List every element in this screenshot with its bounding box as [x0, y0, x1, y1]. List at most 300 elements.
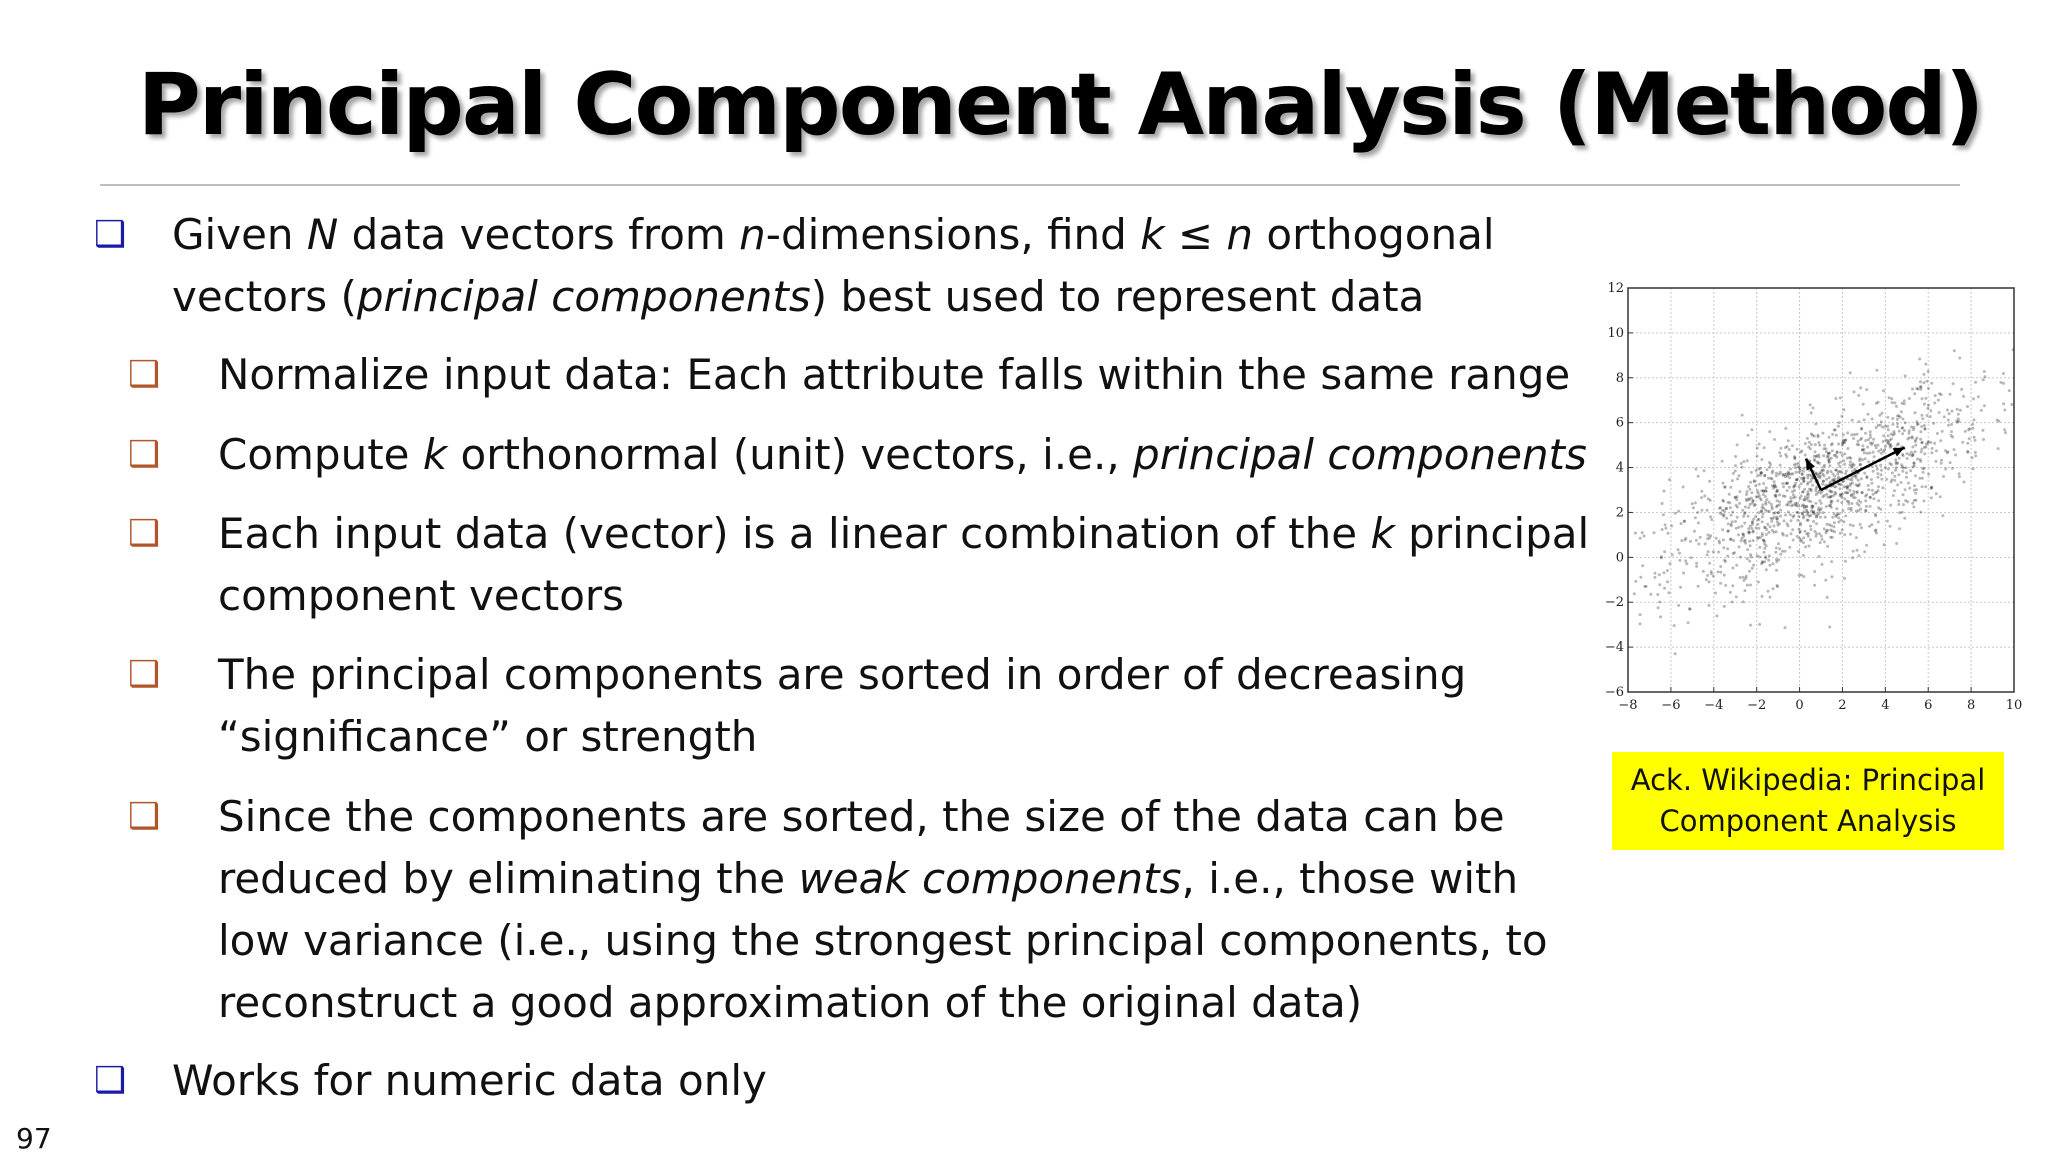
scatter-point [1667, 591, 1670, 594]
scatter-point [1742, 600, 1745, 603]
scatter-point [1721, 460, 1724, 463]
scatter-point [1934, 394, 1937, 397]
scatter-point [1714, 592, 1717, 595]
scatter-point [1983, 404, 1986, 407]
page-number: 97 [16, 1122, 52, 1155]
scatter-point [1768, 554, 1771, 557]
scatter-point [1843, 533, 1846, 536]
text-run: orthonormal (unit) vectors, i.e., [447, 430, 1134, 479]
scatter-point [1731, 584, 1734, 587]
scatter-point [1844, 472, 1847, 475]
scatter-point [1940, 393, 1943, 396]
scatter-point [1848, 456, 1851, 459]
scatter-point [1708, 480, 1711, 483]
scatter-point [1931, 447, 1934, 450]
scatter-point [1722, 546, 1725, 549]
scatter-point [1778, 451, 1781, 454]
scatter-point [1820, 535, 1823, 538]
scatter-point [1932, 422, 1935, 425]
scatter-point [1923, 424, 1926, 427]
scatter-point [1926, 414, 1929, 417]
scatter-point [1913, 392, 1916, 395]
scatter-point [1767, 477, 1770, 480]
scatter-point [1664, 527, 1667, 530]
scatter-point [1806, 483, 1809, 486]
scatter-point [1849, 482, 1852, 485]
x-tick-label: 10 [2005, 698, 2022, 713]
scatter-point [1634, 532, 1637, 535]
scatter-point [1823, 474, 1826, 477]
scatter-point [1860, 428, 1863, 431]
scatter-point [1922, 381, 1925, 384]
scatter-point [1697, 543, 1700, 546]
scatter-point [1914, 444, 1917, 447]
scatter-point [1787, 511, 1790, 514]
scatter-point [1717, 551, 1720, 554]
scatter-point [1802, 470, 1805, 473]
scatter-point [1763, 446, 1766, 449]
scatter-point [1905, 471, 1908, 474]
scatter-point [1915, 437, 1918, 440]
scatter-point [1901, 432, 1904, 435]
scatter-point [1938, 411, 1941, 414]
y-tick-label: 2 [1615, 505, 1624, 521]
scatter-point [1818, 444, 1821, 447]
scatter-point [1654, 572, 1657, 575]
scatter-point [1983, 375, 1986, 378]
scatter-point [1860, 477, 1863, 480]
scatter-point [1776, 584, 1779, 587]
scatter-point [1828, 626, 1831, 629]
scatter-point [1809, 525, 1812, 528]
text-run: ≤ [1164, 210, 1227, 259]
scatter-point [1775, 547, 1778, 550]
scatter-point [1902, 503, 1905, 506]
scatter-point [1749, 584, 1752, 587]
bullet-text [218, 344, 1570, 406]
scatter-point [1787, 439, 1790, 442]
scatter-point [1694, 516, 1697, 519]
scatter-point [1700, 509, 1703, 512]
scatter-point [1756, 523, 1759, 526]
scatter-point [1960, 388, 1963, 391]
scatter-point [1750, 491, 1753, 494]
scatter-point [1737, 533, 1740, 536]
scatter-point [1736, 516, 1739, 519]
scatter-point [1864, 499, 1867, 502]
scatter-point [1953, 349, 1956, 352]
scatter-point [1964, 430, 1967, 433]
scatter-point [1683, 520, 1686, 523]
scatter-point [1694, 468, 1697, 471]
scatter-point [1940, 459, 1943, 462]
scatter-point [1719, 506, 1722, 509]
scatter-point [1833, 521, 1836, 524]
scatter-point [1734, 464, 1737, 467]
scatter-point [1850, 509, 1853, 512]
scatter-point [1935, 460, 1938, 463]
scatter-point [1721, 509, 1724, 512]
scatter-point [1861, 444, 1864, 447]
scatter-point [1859, 508, 1862, 511]
scatter-point [1806, 510, 1809, 513]
scatter-point [1743, 512, 1746, 515]
scatter-point [1869, 436, 1872, 439]
scatter-point [1821, 563, 1824, 566]
scatter-point [1639, 613, 1642, 616]
scatter-point [1777, 524, 1780, 527]
scatter-point [1935, 449, 1938, 452]
scatter-point [1809, 538, 1812, 541]
scatter-point [1659, 615, 1662, 618]
scatter-point [1831, 449, 1834, 452]
scatter-point [1822, 480, 1825, 483]
scatter-point [1879, 464, 1882, 467]
scatter-point [1860, 526, 1863, 529]
scatter-point [1839, 470, 1842, 473]
scatter-point [1926, 441, 1929, 444]
scatter-point [1847, 502, 1850, 505]
scatter-point [1761, 520, 1764, 523]
scatter-point [1797, 528, 1800, 531]
scatter-point [1758, 494, 1761, 497]
scatter-point [1748, 560, 1751, 563]
scatter-point [1729, 486, 1732, 489]
scatter-point [1966, 442, 1969, 445]
scatter-point [1718, 542, 1721, 545]
scatter-point [1864, 457, 1867, 460]
scatter-point [1766, 468, 1769, 471]
scatter-point [1953, 448, 1956, 451]
scatter-point [1776, 516, 1779, 519]
scatter-point [1959, 409, 1962, 412]
scatter-point [1813, 458, 1816, 461]
scatter-point [1852, 524, 1855, 527]
scatter-point [1855, 491, 1858, 494]
scatter-point [1741, 533, 1744, 536]
scatter-point [1658, 583, 1661, 586]
scatter-point [1914, 492, 1917, 495]
scatter-point [1831, 516, 1834, 519]
scatter-point [1804, 454, 1807, 457]
scatter-point [1680, 539, 1683, 542]
scatter-point [1842, 459, 1845, 462]
scatter-point [1639, 622, 1642, 625]
scatter-point [1898, 527, 1901, 530]
scatter-point [1798, 485, 1801, 488]
italic-run: weak components [798, 854, 1182, 903]
scatter-point [1744, 542, 1747, 545]
scatter-point [1790, 519, 1793, 522]
scatter-point [1691, 502, 1694, 505]
bullet-text [218, 503, 1589, 627]
scatter-point [1905, 476, 1908, 479]
scatter-point [1806, 476, 1809, 479]
scatter-point [1799, 469, 1802, 472]
bullet-text [218, 644, 1466, 768]
scatter-point [1755, 526, 1758, 529]
scatter-point [1674, 512, 1677, 515]
scatter-point [1779, 553, 1782, 556]
scatter-point [1866, 452, 1869, 455]
scatter-point [1951, 467, 1954, 470]
scatter-point [1735, 527, 1738, 530]
scatter-point [1784, 626, 1787, 629]
scatter-point [1806, 437, 1809, 440]
scatter-point [1802, 490, 1805, 493]
ack-line: Ack. Wikipedia: Principal [1630, 763, 1986, 797]
scatter-point [1685, 562, 1688, 565]
scatter-point [1726, 555, 1729, 558]
scatter-point [1677, 548, 1680, 551]
scatter-point [1800, 482, 1803, 485]
scatter-point [1661, 528, 1664, 531]
scatter-point [1915, 488, 1918, 491]
scatter-point [1879, 424, 1882, 427]
scatter-point [1853, 433, 1856, 436]
scatter-point [1841, 441, 1844, 444]
scatter-point [1901, 466, 1904, 469]
scatter-point [1919, 511, 1922, 514]
scatter-point [1961, 441, 1964, 444]
scatter-point [1802, 575, 1805, 578]
scatter-point [1789, 496, 1792, 499]
text-run: Compute [218, 430, 423, 479]
scatter-point [1826, 596, 1829, 599]
scatter-point [1750, 428, 1753, 431]
scatter-point [1749, 544, 1752, 547]
scatter-point [1765, 498, 1768, 501]
scatter-point [1829, 496, 1832, 499]
scatter-point [1897, 503, 1900, 506]
scatter-point [1748, 570, 1751, 573]
scatter-point [1851, 502, 1854, 505]
scatter-point [1684, 560, 1687, 563]
scatter-point [1980, 409, 1983, 412]
scatter-point [1766, 523, 1769, 526]
scatter-point [1703, 494, 1706, 497]
scatter-point [1761, 534, 1764, 537]
scatter-point [1782, 485, 1785, 488]
italic-run: n [739, 210, 766, 259]
italic-run: principal components [356, 272, 811, 321]
bullet-text [218, 424, 1587, 486]
scatter-point [1756, 455, 1759, 458]
scatter-point [1877, 499, 1880, 502]
scatter-point [1966, 405, 1969, 408]
scatter-point [1935, 492, 1938, 495]
checkbox-bullet-icon: ❑ [94, 214, 127, 255]
scatter-point [1826, 545, 1829, 548]
scatter-point [1730, 523, 1733, 526]
scatter-point [1871, 418, 1874, 421]
scatter-point [1810, 528, 1813, 531]
scatter-point [1761, 515, 1764, 518]
scatter-point [1723, 605, 1726, 608]
scatter-point [2003, 428, 2006, 431]
scatter-point [1757, 527, 1760, 530]
scatter-point [1747, 434, 1750, 437]
scatter-point [1876, 476, 1879, 479]
scatter-point [1719, 571, 1722, 574]
scatter-point [1943, 415, 1946, 418]
scatter-point [1916, 423, 1919, 426]
scatter-point [1852, 493, 1855, 496]
text-run: reduced by eliminating the [218, 854, 799, 903]
scatter-point [1678, 552, 1681, 555]
scatter-point [1818, 532, 1821, 535]
scatter-point [1958, 475, 1961, 478]
scatter-point [1735, 564, 1738, 567]
y-tick-label: −6 [1604, 685, 1624, 700]
scatter-point [1849, 533, 1852, 536]
scatter-point [1830, 470, 1833, 473]
scatter-point [1661, 502, 1664, 505]
scatter-point [1892, 434, 1895, 437]
scatter-point [1840, 415, 1843, 418]
scatter-point [1771, 471, 1774, 474]
scatter-point [1857, 554, 1860, 557]
scatter-point [1837, 521, 1840, 524]
scatter-point [1755, 495, 1758, 498]
scatter-point [1802, 515, 1805, 518]
scatter-point [1853, 475, 1856, 478]
scatter-point [1864, 495, 1867, 498]
scatter-point [1738, 545, 1741, 548]
scatter-point [1921, 397, 1924, 400]
scatter-point [1972, 467, 1975, 470]
scatter-point [1826, 470, 1829, 473]
scatter-point [1745, 498, 1748, 501]
scatter-point [1725, 517, 1728, 520]
scatter-point [1799, 497, 1802, 500]
scatter-point [1869, 430, 1872, 433]
text-run: Works for numeric data only [172, 1056, 767, 1105]
scatter-point [1967, 428, 1970, 431]
scatter-point [1956, 408, 1959, 411]
scatter-point [1778, 493, 1781, 496]
scatter-point [1885, 478, 1888, 481]
scatter-point [1841, 454, 1844, 457]
text-run: Normalize input data: Each attribute falls within the same range [218, 350, 1571, 399]
scatter-point [1749, 624, 1752, 627]
scatter-point [1895, 461, 1898, 464]
scatter-point [1841, 529, 1844, 532]
scatter-point [1843, 485, 1846, 488]
scatter-point [1889, 525, 1892, 528]
scatter-point [1779, 455, 1782, 458]
scatter-point [1921, 467, 1924, 470]
scatter-point [1813, 570, 1816, 573]
scatter-point [1831, 433, 1834, 436]
text-run: The principal components are sorted in order of decreasing [218, 650, 1467, 699]
scatter-point [1729, 591, 1732, 594]
scatter-point [1741, 537, 1744, 540]
scatter-point [1828, 489, 1831, 492]
scatter-point [1971, 456, 1974, 459]
scatter-point [1779, 509, 1782, 512]
scatter-point [1880, 420, 1883, 423]
scatter-point [1807, 519, 1810, 522]
scatter-point [2002, 372, 2005, 375]
scatter-point [1765, 533, 1768, 536]
scatter-point [1737, 526, 1740, 529]
scatter-point [1875, 464, 1878, 467]
scatter-point [1677, 510, 1680, 513]
scatter-point [1812, 520, 1815, 523]
scatter-point [1869, 496, 1872, 499]
scatter-point [1795, 471, 1798, 474]
scatter-point [1857, 443, 1860, 446]
scatter-point [1828, 464, 1831, 467]
scatter-point [1797, 515, 1800, 518]
scatter-point [1913, 484, 1916, 487]
scatter-point [1958, 420, 1961, 423]
scatter-point [1747, 527, 1750, 530]
scatter-point [1654, 576, 1657, 579]
scatter-point [1889, 504, 1892, 507]
italic-run: N [306, 210, 339, 259]
scatter-point [1890, 397, 1893, 400]
scatter-point [1877, 489, 1880, 492]
checkbox-bullet-icon: ❑ [128, 654, 161, 695]
scatter-point [1724, 584, 1727, 587]
scatter-point [1893, 430, 1896, 433]
scatter-point [1833, 494, 1836, 497]
scatter-point [1785, 534, 1788, 537]
scatter-point [1664, 523, 1667, 526]
scatter-point [1971, 427, 1974, 430]
scatter-point [1852, 550, 1855, 553]
scatter-point [1715, 537, 1718, 540]
scatter-point [1875, 446, 1878, 449]
scatter-point [1783, 519, 1786, 522]
scatter-point [1903, 429, 1906, 432]
scatter-point [1922, 471, 1925, 474]
scatter-point [1876, 472, 1879, 475]
scatter-point [1815, 535, 1818, 538]
y-tick-label: −2 [1604, 595, 1624, 611]
scatter-point [1794, 466, 1797, 469]
scatter-point [1924, 428, 1927, 431]
scatter-point [1813, 513, 1816, 516]
scatter-point [1850, 494, 1853, 497]
scatter-point [1764, 557, 1767, 560]
scatter-point [1745, 575, 1748, 578]
scatter-point [1760, 499, 1763, 502]
scatter-point [1712, 550, 1715, 553]
scatter-point [1754, 484, 1757, 487]
scatter-point [1763, 526, 1766, 529]
scatter-point [1809, 403, 1812, 406]
scatter-point [1893, 401, 1896, 404]
scatter-point [1906, 500, 1909, 503]
scatter-point [1844, 560, 1847, 563]
scatter-point [1840, 501, 1843, 504]
scatter-point [1739, 576, 1742, 579]
scatter-point [1839, 494, 1842, 497]
scatter-point [1663, 550, 1666, 553]
scatter-point [1877, 485, 1880, 488]
scatter-point [1908, 397, 1911, 400]
scatter-point [1791, 444, 1794, 447]
scatter-point [1801, 472, 1804, 475]
scatter-point [1835, 434, 1838, 437]
scatter-point [1880, 448, 1883, 451]
scatter-point [1802, 536, 1805, 539]
scatter-point [1689, 540, 1692, 543]
scatter-point [1918, 358, 1921, 361]
